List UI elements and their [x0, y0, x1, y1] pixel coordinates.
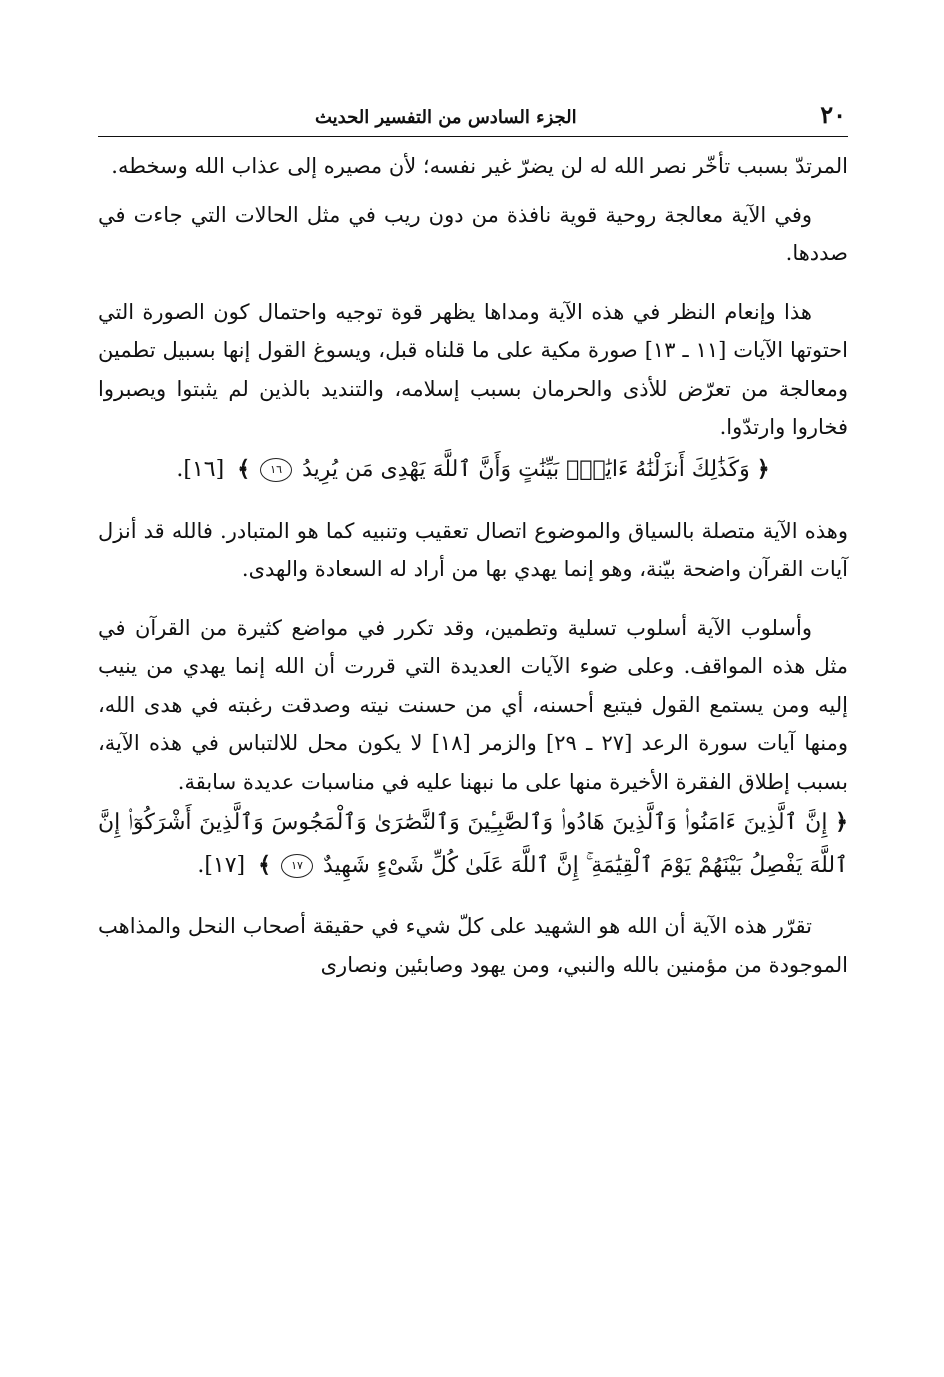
paragraph-4: وهذه الآية متصلة بالسياق والموضوع اتصال تعقيب وتنبيه كما هو المتبادر. فالله قد أنزل آيات القرآن واضحة بيّنة، وهو إنما يهدي بها من أراد له السعادة والهدى. — [98, 518, 848, 581]
verse-open-bracket: ﴿ — [756, 455, 770, 482]
ayah-number-marker: ١٦ — [260, 458, 292, 482]
page-number: ٢٠ — [820, 100, 846, 129]
verse-close-bracket: ﴾ — [258, 852, 272, 878]
running-title: الجزء السادس من التفسير الحديث — [315, 107, 577, 128]
verse-reference: [١٦]. — [176, 456, 225, 482]
page-content — [98, 147, 848, 984]
quran-verse-17 — [98, 801, 848, 887]
paragraph-6: تقرّر هذه الآية أن الله هو الشهيد على كلّ شيء في حقيقة أصحاب النحل والمذاهب الموجودة من مؤمنين بالله والنبي، ومن يهود وصابئين ونصارى — [98, 914, 848, 977]
verse-text: إِنَّ ٱلَّذِينَ ءَامَنُوا۟ وَٱلَّذِينَ هَادُوا۟ وَٱلصَّٰبِـِٔينَ وَٱلنَّصَٰرَىٰ وَٱلْمَجُوسَ وَٱلَّذِينَ أَشْرَكُوٓا۟ إِنَّ ٱللَّهَ يَفْصِلُ بَيْنَهُمْ يَوْمَ ٱلْقِيَٰمَةِ ۚ إِنَّ ٱللَّهَ عَلَىٰ كُلِّ شَىْءٍ شَهِيدٌ — [98, 810, 848, 878]
paragraph-2: وفي الآية معالجة روحية قوية نافذة من دون ريب في مثل الحالات التي جاءت في صددها. — [98, 202, 848, 265]
ayah-number-marker: ١٧ — [281, 854, 313, 878]
book-page — [98, 100, 848, 984]
verse-reference: [١٧]. — [197, 853, 246, 878]
verse-open-bracket: ﴿ — [835, 809, 849, 835]
verse-text: وَكَذَٰلِكَ أَنزَلْنَٰهُ ءَايَٰتٍۭ بَيِّنَٰتٍ وَأَنَّ ٱللَّهَ يَهْدِى مَن يُرِيدُ — [302, 456, 750, 482]
verse-close-bracket: ﴾ — [237, 455, 251, 482]
paragraph-1: المرتدّ بسبب تأخّر نصر الله له لن يضرّ غير نفسه؛ لأن مصيره إلى عذاب الله وسخطه. — [111, 154, 848, 178]
page-header — [98, 100, 848, 137]
quran-verse-16 — [98, 447, 848, 492]
paragraph-5: وأسلوب الآية أسلوب تسلية وتطمين، وقد تكرر في مواضع كثيرة من القرآن في مثل هذه المواقف. وعلى ضوء الآيات العديدة التي قررت أن الله إنما يهدي من ينيب إليه ومن يستمع القول فيتبع أحسنه، أي من حسنت نيته وصدقت رغبته في هدى الله، ومنها آيات سورة الرعد [٢٧ ـ ٢٩] والزمر [١٨] لا يكون محل للالتباس في هذه الآية، بسبب إطلاق الفقرة الأخيرة منها على ما نبهنا عليه في مناسبات عديدة سابقة. — [98, 615, 848, 794]
paragraph-3: هذا وإنعام النظر في هذه الآية ومداها يظهر قوة توجيه واحتمال كون الصورة التي احتوتها الآيات [١١ ـ ١٣] صورة مكية على ما قلناه قبل، ويسوغ القول إنها بسبيل تطمين ومعالجة من تعرّض للأذى والحرمان بسبب إسلامه، والتنديد بالذين لم يثبتوا ويصبروا فخاروا وارتدّوا. — [98, 299, 848, 439]
